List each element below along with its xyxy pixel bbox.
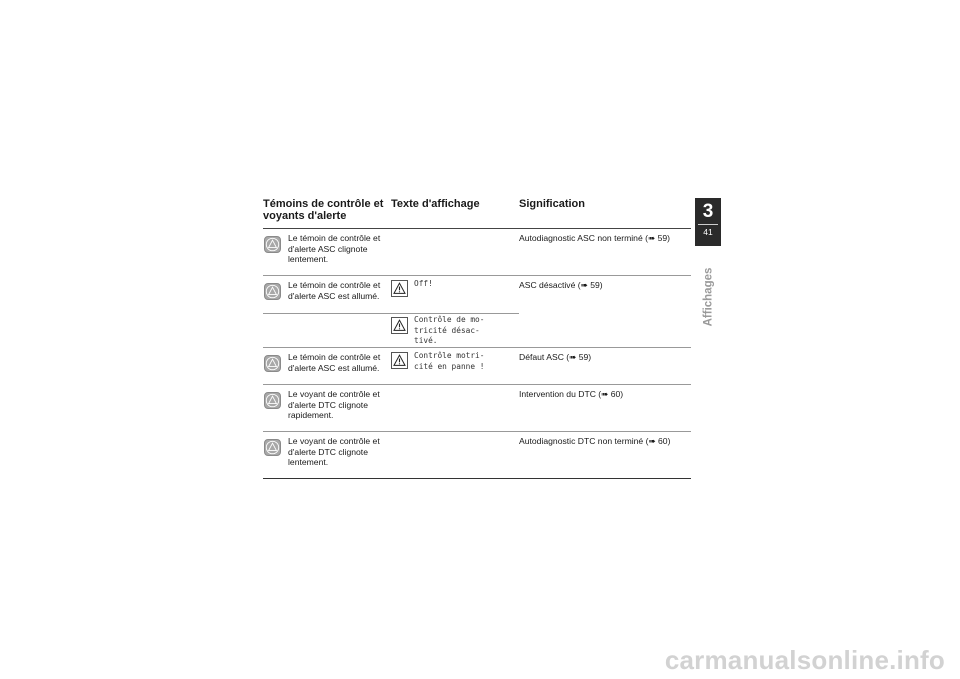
asc-warning-triangle-icon [264, 283, 281, 300]
table-row [263, 385, 691, 432]
display-text: Off! [414, 279, 433, 288]
light-meaning: ASC désactivé (➠ 59) [519, 280, 603, 290]
dtc-warning-triangle-icon [264, 439, 281, 456]
warning-triangle-icon [391, 352, 408, 369]
light-meaning: Intervention du DTC (➠ 60) [519, 389, 624, 399]
light-description: Le témoin de contrôle et d'alerte ASC est allumé. [288, 352, 381, 373]
watermark: carmanualsonline.info [664, 645, 945, 675]
warning-triangle-icon [391, 317, 408, 334]
dtc-warning-triangle-icon [264, 392, 281, 409]
light-description: Le voyant de contrôle et d'alerte DTC clignote rapidement. [288, 389, 380, 421]
section-title [694, 252, 722, 342]
table-row [263, 348, 691, 385]
header-display-text: Texte d'affichage [391, 198, 480, 210]
display-text: Contrôle de mo- tricité désac- tivé. [414, 315, 485, 346]
header-meaning: Signification [519, 198, 585, 210]
table-row [263, 432, 691, 479]
asc-warning-triangle-icon [264, 236, 281, 253]
light-description: Le témoin de contrôle et d'alerte ASC est allumé. [288, 280, 381, 301]
warning-triangle-icon [391, 280, 408, 297]
sub-divider [263, 313, 519, 314]
table-row [263, 229, 691, 276]
chapter-divider [698, 224, 718, 225]
page-number: 41 [703, 227, 713, 237]
chapter-number: 3 [702, 201, 714, 222]
light-meaning: Autodiagnostic ASC non terminé (➠ 59) [519, 233, 670, 243]
light-meaning: Défaut ASC (➠ 59) [519, 352, 592, 362]
light-description: Le témoin de contrôle et d'alerte ASC clignote lentement. [288, 233, 381, 265]
section-title-text: Affichages [702, 267, 715, 327]
light-description: Le voyant de contrôle et d'alerte DTC clignote lentement. [288, 436, 380, 468]
asc-warning-triangle-icon [264, 355, 281, 372]
table-row [263, 276, 691, 348]
header-warning-lights: Témoins de contrôle et voyants d'alerte [263, 198, 384, 222]
warning-lights-table [263, 198, 691, 479]
table-header [263, 198, 691, 228]
light-meaning: Autodiagnostic DTC non terminé (➠ 60) [519, 436, 671, 446]
display-text: Contrôle motri- cité en panne ! [414, 351, 485, 371]
chapter-tab [695, 198, 721, 246]
